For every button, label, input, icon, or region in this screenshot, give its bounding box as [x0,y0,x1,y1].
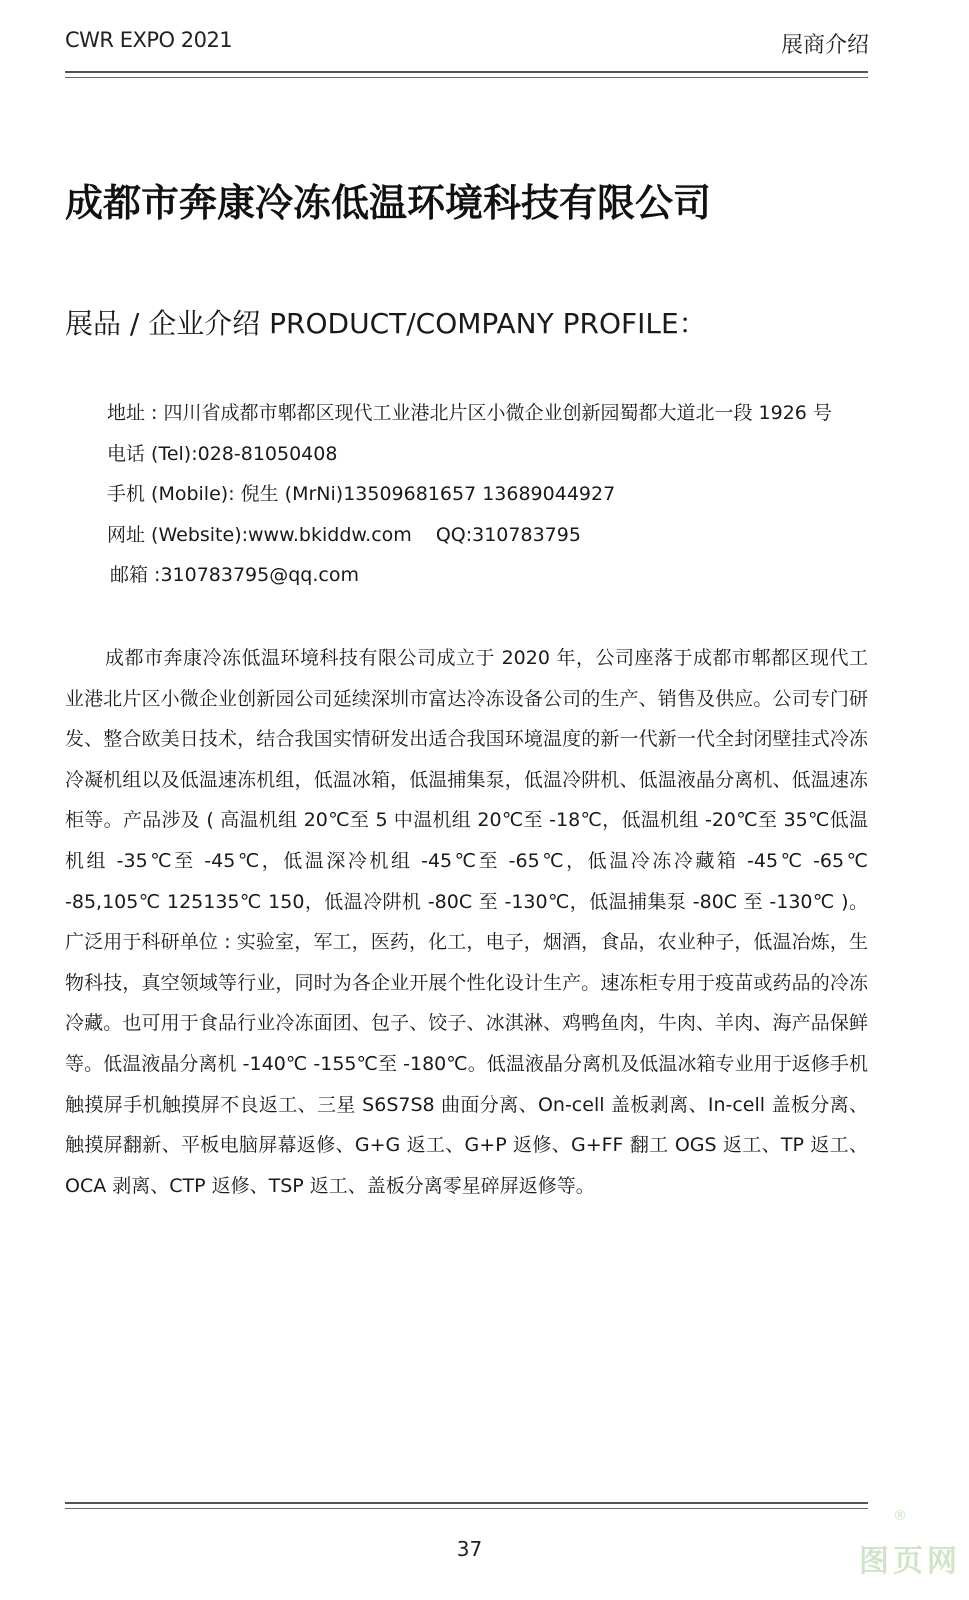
running-header-section: 展商介绍 [780,33,869,58]
qq-text: QQ:310783795 [435,523,581,546]
email-line: 邮箱 :310783795@qq.com [110,564,359,586]
registered-mark: ® [893,1508,907,1524]
section-heading: 展品 / 企业介绍 PRODUCT/COMPANY PROFILE： [65,307,707,340]
website-line [107,515,877,556]
footer-divider-bottom [65,1508,868,1509]
mobile-line: 手机 (Mobile): 倪生 (MrNi)13509681657 13689044927 [107,483,616,505]
footer-divider-top [65,1502,868,1504]
page-number: 37 [456,1537,483,1561]
tel-line: 电话 (Tel):028-81050408 [107,442,338,465]
contact-block [107,393,877,596]
running-header-title: CWR EXPO 2021 [65,28,233,52]
company-description: 成都市奔康冷冻低温环境科技有限公司成立于 2020 年，公司座落于成都市郫都区现代工业港北片区小微企业创新园公司延续深圳市富达冷冻设备公司的生产、销售及供应。公司专门研发、整合欧美日技术，结合我国实情研发出适合我国环境温度的新一代新一代全封闭壁挂式冷冻冷凝机组以及低温速冻机组，低温冰箱，低温捕集泵，低温冷阱机、低温液晶分离机、低温速冻柜等。产品涉及 ( 高温机组 20℃至 5 中温机组 20℃至 -18℃，低温机组 -20℃至 35℃低温机组 -35℃至 -45℃，低温深冷机组 -45℃至 -65℃，低温冷冻冷藏箱 -45℃ -65℃ -85,105℃ 125135℃ 150，低温冷阱机 -80C 至 -130℃，低温捕集泵 -80C 至 -130℃ )。广泛用于科研单位 : 实验室，军工，医药，化工，电子，烟酒，食品，农业种子，低温冶炼，生物科技，真空领域等行业，同时为各企业开展个性化设计生产。速冻柜专用于疫苗或药品的冷冻冷藏。也可用于食品行业冷冻面团、包子、饺子、冰淇淋、鸡鸭鱼肉，牛肉、羊肉、海产品保鲜等。低温液晶分离机 -140℃ -155℃至 -180℃。低温液晶分离机及低温冰箱专业用于返修手机触摸屏手机触摸屏不良返工、三星 S6S7S8 曲面分离、On-cell 盖板剥离、In-cell 盖板分离、触摸屏翻新、平板电脑屏幕返修、G+G 返工、G+P 返修、G+FF 翻工 OGS 返工、TP 返工、OCA 剥离、CTP 返修、TSP 返工、盖板分离零星碎屏返修等。 [65,647,868,1197]
website-text: 网址 (Website):www.bkiddw.com [107,523,412,546]
header-divider-bottom [65,77,868,78]
header-divider-top [65,71,868,73]
address-line: 地址 : 四川省成都市郫都区现代工业港北片区小微企业创新园蜀都大道北一段 1926 号 [107,402,832,424]
company-title: 成都市奔康冷冻低温环境科技有限公司 [65,181,712,225]
watermark-logo: 图页网 [859,1544,961,1579]
